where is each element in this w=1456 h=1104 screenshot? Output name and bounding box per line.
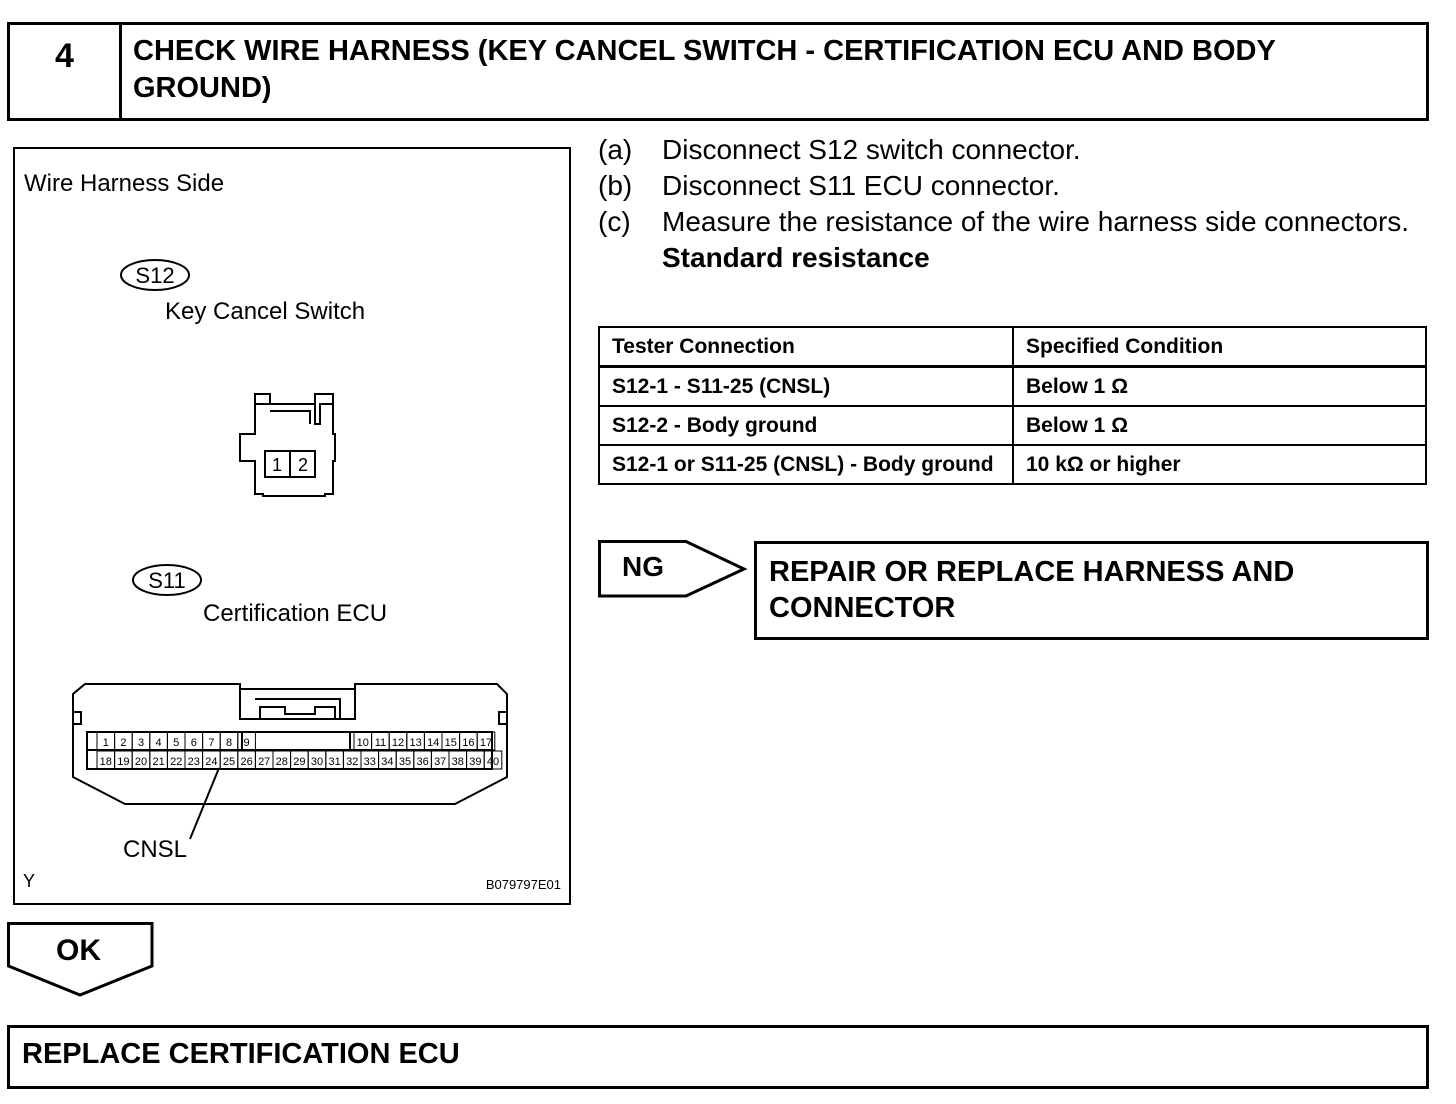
step-text: Disconnect S12 switch connector. <box>662 134 1081 165</box>
s11-pin-19: 19 <box>117 756 130 768</box>
ng-arrow <box>598 540 748 600</box>
figure-id: B079797E01 <box>485 877 561 892</box>
col-header-specified-condition: Specified Condition <box>1013 327 1426 367</box>
s12-pin-1: 1 <box>271 455 283 475</box>
s11-pin-2: 2 <box>120 737 127 749</box>
s11-pins-bottom <box>97 751 502 769</box>
cnsl-label: CNSL <box>123 836 188 863</box>
s11-pin-5: 5 <box>173 737 180 749</box>
s11-pin-6: 6 <box>190 737 197 749</box>
s11-pin-21: 21 <box>152 756 165 768</box>
s11-pin-9: 9 <box>243 737 250 749</box>
s11-name: Certification ECU <box>203 600 388 627</box>
s11-pin-29: 29 <box>293 756 306 768</box>
figure-caption: Wire Harness Side <box>24 170 225 197</box>
s11-pin-11: 11 <box>374 737 387 749</box>
step-c <box>598 204 1428 240</box>
step-text: Measure the resistance of the wire harness side connectors. <box>662 206 1410 237</box>
specified-condition-cell: Below 1 Ω <box>1013 406 1426 445</box>
s11-code: S11 <box>148 568 186 593</box>
step-header <box>7 22 1429 121</box>
s11-pin-16: 16 <box>462 737 475 749</box>
col-header-tester-connection: Tester Connection <box>599 327 1013 367</box>
table-row <box>599 445 1426 484</box>
s11-pin-22: 22 <box>170 756 183 768</box>
s11-pin-7: 7 <box>208 737 215 749</box>
specified-condition-cell: Below 1 Ω <box>1013 367 1426 407</box>
step-letter: (a) <box>598 134 633 165</box>
step-a <box>598 132 1428 168</box>
ok-result-box <box>7 1025 1429 1089</box>
s11-pin-38: 38 <box>451 756 464 768</box>
s11-pin-13: 13 <box>409 737 422 749</box>
step-text: Disconnect S11 ECU connector. <box>662 170 1060 201</box>
s11-pin-10: 10 <box>356 737 369 749</box>
s11-pin-25: 25 <box>222 756 236 768</box>
tester-connection-cell: S12-1 or S11-25 (CNSL) - Body ground <box>599 445 1013 484</box>
s11-pin-23: 23 <box>187 756 200 768</box>
spec-table <box>598 326 1427 485</box>
s11-pins-top <box>97 732 495 750</box>
s11-pin-15: 15 <box>444 737 457 749</box>
step-number: 4 <box>10 25 122 118</box>
table-row <box>599 406 1426 445</box>
s12-code: S12 <box>135 263 175 288</box>
s11-pin-39: 39 <box>469 756 482 768</box>
s11-pin-4: 4 <box>155 737 162 749</box>
corner-mark: Y <box>23 871 36 891</box>
connector-diagram <box>13 147 571 905</box>
tester-connection-cell: S12-1 - S11-25 (CNSL) <box>599 367 1013 407</box>
s11-pin-34: 34 <box>381 756 394 768</box>
step-letter: (c) <box>598 206 631 237</box>
s11-pin-32: 32 <box>346 756 359 768</box>
ng-label: NG <box>622 551 664 582</box>
step-letter: (b) <box>598 170 633 201</box>
s11-pin-18: 18 <box>99 756 112 768</box>
connector-diagram-svg <box>15 149 569 903</box>
table-header-row <box>599 327 1426 367</box>
s11-pin-37: 37 <box>434 756 447 768</box>
s11-pin-12: 12 <box>391 737 405 749</box>
s11-pin-1: 1 <box>102 737 109 749</box>
step-title: CHECK WIRE HARNESS (KEY CANCEL SWITCH - CERTIFICATION ECU AND BODY GROUND) <box>133 35 1276 104</box>
standard-resistance-label: Standard resistance <box>662 242 930 273</box>
s11-pin-8: 8 <box>225 737 233 749</box>
s11-pin-36: 36 <box>416 756 429 768</box>
s11-pin-14: 14 <box>427 737 440 749</box>
s11-pin-30: 30 <box>310 756 324 768</box>
ng-result-box <box>754 541 1429 640</box>
ng-result-text: REPAIR OR REPLACE HARNESS AND CONNECTOR <box>769 556 1295 624</box>
ok-result-text: REPLACE CERTIFICATION ECU <box>22 1038 460 1070</box>
s12-name: Key Cancel Switch <box>165 298 366 325</box>
s11-pin-35: 35 <box>398 756 412 768</box>
s11-pin-40: 40 <box>486 756 500 768</box>
s11-pin-3: 3 <box>137 737 145 749</box>
s11-pin-28: 28 <box>275 756 288 768</box>
tester-connection-cell: S12-2 - Body ground <box>599 406 1013 445</box>
s12-pin-2: 2 <box>297 455 309 475</box>
step-b <box>598 168 1428 204</box>
s11-pin-31: 31 <box>328 756 341 768</box>
specified-condition-cell: 10 kΩ or higher <box>1013 445 1426 484</box>
s11-pin-26: 26 <box>240 756 253 768</box>
s11-pin-24: 24 <box>205 756 218 768</box>
s12-connector-shape <box>240 394 335 496</box>
s11-pin-17: 17 <box>479 737 493 749</box>
s11-pin-33: 33 <box>363 756 376 768</box>
procedure-steps <box>598 132 1428 276</box>
s11-pin-20: 20 <box>134 756 148 768</box>
table-row <box>599 367 1426 407</box>
s11-pin-27: 27 <box>258 756 271 768</box>
ok-label: OK <box>56 934 101 967</box>
